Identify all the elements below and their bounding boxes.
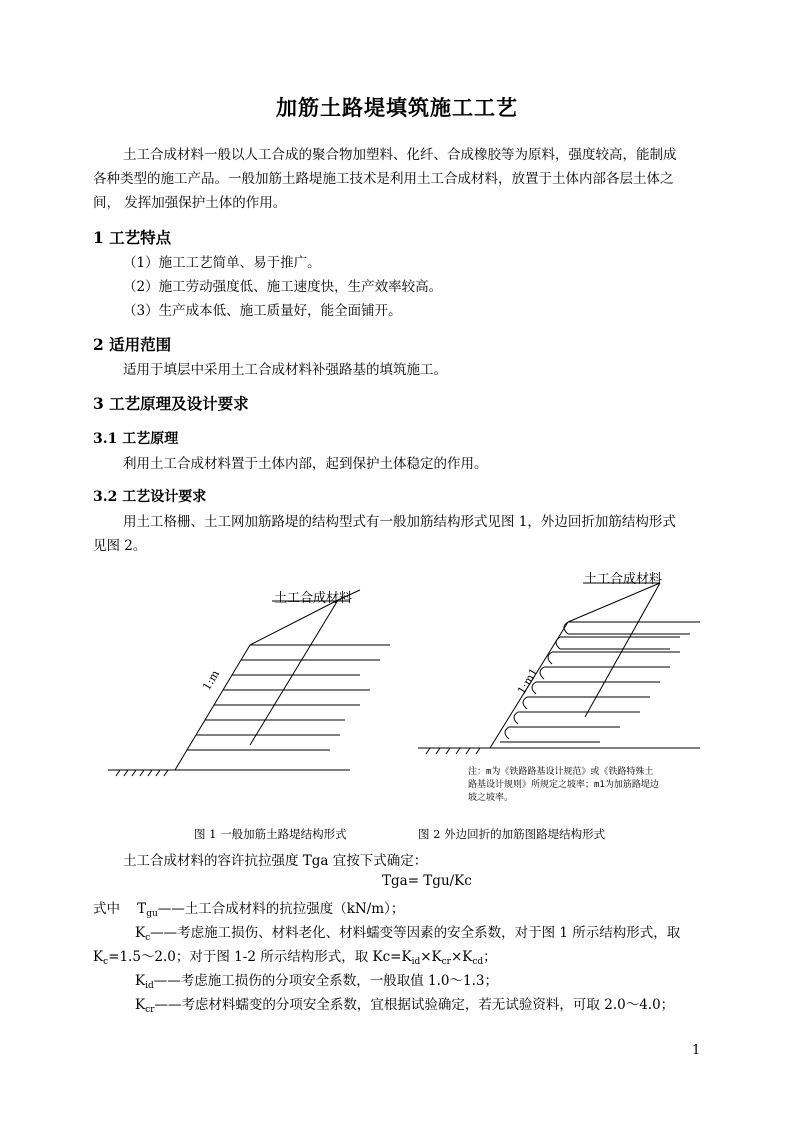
section-1-item-1: （1）施工工艺简单、易于推广。 — [123, 255, 321, 271]
kc2-symbol: K — [93, 949, 104, 965]
section-2-heading: 2 适用范围 — [93, 335, 172, 354]
tgu-text: ——土工合成材料的抗拉强度（kN/m）； — [157, 901, 405, 917]
section-1-item-3: （3）生产成本低、施工质量好，能全面铺开。 — [123, 303, 402, 319]
figure-1 — [108, 590, 390, 776]
intro-line-1: 土工合成材料一般以人工合成的聚合物加塑料、化纤、合成橡胶等为原料，强度较高，能制成 — [123, 147, 677, 163]
figure-1-caption: 图 1 一般加筋土路堤结构形式 — [194, 827, 347, 841]
tgu-symbol: T — [137, 901, 147, 917]
kc2-sub-cr: cr — [441, 957, 451, 967]
where-kid — [135, 969, 498, 989]
figure-1-label: 土工合成材料 — [274, 591, 353, 606]
kid-subscript: id — [145, 981, 154, 991]
kc2-mid-2: ×K — [450, 949, 473, 965]
formula: Tga= Tgu/Kc — [382, 873, 472, 889]
figure-note-line-1: 注：m为《铁路路基设计规范》或《铁路特殊土 — [468, 767, 654, 777]
kcr-subscript: cr — [145, 1005, 155, 1015]
section-3-2-heading: 3.2 工艺设计要求 — [93, 489, 207, 505]
section-3-1-heading: 3.1 工艺原理 — [93, 431, 179, 447]
section-3-2-line-2: 见图 2。 — [93, 538, 147, 554]
figure-note-line-2: 路基设计规则》所规定之坡率；m1为加筋路堤边 — [468, 780, 659, 790]
kc2-end: ； — [483, 949, 497, 965]
section-2-text: 适用于填层中采用土工合成材料补强路基的填筑施工。 — [123, 362, 447, 378]
figure-2-slope-label: 1:m1 — [515, 665, 541, 697]
kc2-subscript: c — [103, 957, 109, 967]
kc2-sub-id: id — [411, 957, 421, 967]
section-1-heading: 1 工艺特点 — [93, 228, 172, 247]
where-kc — [135, 921, 680, 941]
figure-note-line-3: 坡之坡率。 — [468, 793, 514, 803]
kc-symbol: K — [135, 925, 146, 941]
figure-2-label: 土工合成材料 — [584, 572, 663, 587]
section-3-1-text: 利用土工合成材料置于土体内部，起到保护土体稳定的作用。 — [123, 456, 488, 472]
section-3-heading: 3 工艺原理及设计要求 — [93, 394, 249, 413]
figure-2-ground-hatch — [426, 748, 480, 754]
where-kc-line-2 — [93, 945, 497, 965]
intro-line-2: 各种类型的施工产品。一般加筋土路堤施工技术是利用土工合成材料，放置于土体内部各层土体之 — [93, 171, 674, 187]
kc-subscript: c — [145, 933, 151, 943]
kcr-symbol: K — [135, 997, 146, 1013]
kid-text: ——考虑施工损伤的分项安全系数，一般取值 1.0～1.3； — [153, 973, 498, 989]
kcr-text: ——考虑材料蠕变的分项安全系数，宜根据试验确定，若无试验资料，可取 2.0～4.0； — [154, 997, 675, 1013]
kc-text: ——考虑施工损伤、材料老化、材料蠕变等因素的安全系数，对于图 1 所示结构形式，取 — [150, 925, 681, 941]
figure-1-slope-label: 1:m — [200, 667, 223, 693]
figure-1-ground-hatch — [116, 770, 168, 776]
intro-line-3: 间， 发挥加强保护土体的作用。 — [93, 195, 287, 211]
where-kcr — [135, 993, 674, 1013]
page-number: 1 — [692, 1043, 701, 1058]
formula-intro: 土工合成材料的容许抗拉强度 Tga 宜按下式确定： — [123, 853, 428, 869]
figure-2 — [418, 583, 700, 754]
where-prefix: 式中 — [93, 901, 120, 917]
section-1-item-2: （2）施工劳动强度低、施工速度快，生产效率较高。 — [123, 279, 443, 295]
where-tgu — [93, 897, 404, 917]
kc2-sub-cd: cd — [472, 957, 484, 967]
tgu-subscript: gu — [146, 909, 158, 919]
kc2-text: =1.5～2.0；对于图 1-2 所示结构形式，取 Kc=K — [108, 949, 412, 965]
kc2-mid-1: ×K — [420, 949, 442, 965]
kid-symbol: K — [135, 973, 146, 989]
section-3-2-line-1: 用土工格栅、土工网加筋路堤的结构型式有一般加筋结构形式见图 1，外边回折加筋结构形式 — [123, 514, 676, 530]
page-title: 加筋土路堤填筑施工工艺 — [276, 95, 518, 120]
figure-2-caption: 图 2 外边回折的加筋图路堤结构形式 — [418, 827, 606, 841]
